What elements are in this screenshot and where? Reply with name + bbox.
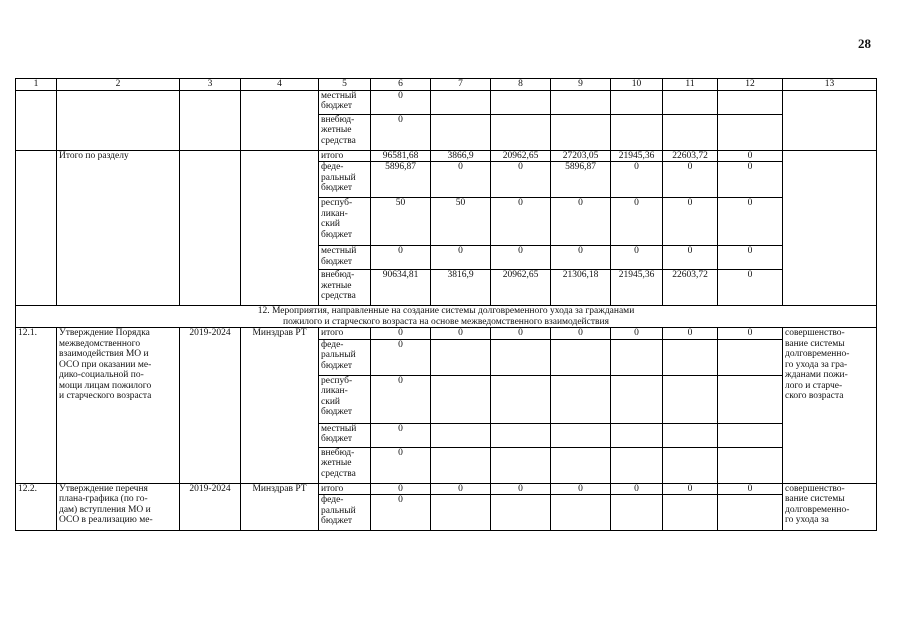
col-header-5: 5 <box>319 79 371 91</box>
amount-cell: 0 <box>431 246 491 270</box>
amount-cell <box>551 375 611 423</box>
amount-cell: 0 <box>663 198 718 246</box>
funding-source: итого <box>319 328 371 340</box>
amount-cell: 96581,68 <box>371 150 431 162</box>
col-header-7: 7 <box>431 79 491 91</box>
amount-cell: 0 <box>663 483 718 495</box>
amount-cell: 0 <box>371 90 431 114</box>
amount-cell: 0 <box>663 246 718 270</box>
amount-cell: 0 <box>371 495 431 531</box>
col-header-13: 13 <box>783 79 877 91</box>
amount-cell: 50 <box>431 198 491 246</box>
amount-cell: 0 <box>491 483 551 495</box>
col-header-9: 9 <box>551 79 611 91</box>
amount-cell: 0 <box>663 328 718 340</box>
amount-cell: 0 <box>611 328 663 340</box>
amount-cell <box>551 90 611 114</box>
amount-cell <box>611 375 663 423</box>
amount-cell <box>663 339 718 375</box>
column-number-row <box>16 79 877 91</box>
section-total-row <box>16 150 877 162</box>
measure-number: 12.1. <box>16 328 57 484</box>
measure-number: 12.2. <box>16 483 57 531</box>
amount-cell <box>663 495 718 531</box>
amount-cell: 0 <box>491 328 551 340</box>
amount-cell: 0 <box>551 328 611 340</box>
amount-cell: 0 <box>611 483 663 495</box>
section-heading-row <box>16 306 877 328</box>
amount-cell <box>718 495 783 531</box>
cont-col-1 <box>16 90 57 150</box>
funding-source: итого <box>319 150 371 162</box>
expected-result: совершенство- вание системы долговременно- го ухода за <box>783 483 877 531</box>
amount-cell: 0 <box>718 198 783 246</box>
amount-cell: 0 <box>718 162 783 198</box>
funding-source: феде- ральный бюджет <box>319 162 371 198</box>
col-header-2: 2 <box>57 79 180 91</box>
funding-source: местный бюджет <box>319 246 371 270</box>
cont-col-13 <box>783 90 877 150</box>
amount-cell: 21945,36 <box>611 150 663 162</box>
amount-cell: 0 <box>718 328 783 340</box>
col-header-4: 4 <box>241 79 319 91</box>
funding-source: итого <box>319 483 371 495</box>
amount-cell <box>663 423 718 447</box>
cont-col-2 <box>57 90 180 150</box>
col-header-6: 6 <box>371 79 431 91</box>
amount-cell: 0 <box>491 162 551 198</box>
amount-cell <box>491 90 551 114</box>
measure-period: 2019-2024 <box>180 328 241 484</box>
amount-cell: 0 <box>551 483 611 495</box>
amount-cell <box>663 447 718 483</box>
amount-cell <box>611 423 663 447</box>
amount-cell <box>491 423 551 447</box>
amount-cell: 0 <box>551 246 611 270</box>
col-header-1: 1 <box>16 79 57 91</box>
col-header-12: 12 <box>718 79 783 91</box>
amount-cell <box>491 114 551 150</box>
amount-cell <box>431 90 491 114</box>
measure-name: Утверждение перечня плана-графика (по го- дам) вступления МО и ОСО в реализацию ме- <box>57 483 180 531</box>
continuation-row <box>16 90 877 114</box>
funding-source: респуб- ликан- ский бюджет <box>319 375 371 423</box>
amount-cell <box>431 114 491 150</box>
amount-cell: 90634,81 <box>371 270 431 306</box>
amount-cell: 0 <box>371 423 431 447</box>
funding-source: местный бюджет <box>319 90 371 114</box>
amount-cell <box>611 114 663 150</box>
amount-cell: 0 <box>371 114 431 150</box>
amount-cell <box>491 339 551 375</box>
col-header-8: 8 <box>491 79 551 91</box>
amount-cell <box>551 423 611 447</box>
funding-source: местный бюджет <box>319 423 371 447</box>
amount-cell: 22603,72 <box>663 150 718 162</box>
amount-cell: 22603,72 <box>663 270 718 306</box>
amount-cell: 3816,9 <box>431 270 491 306</box>
amount-cell: 0 <box>663 162 718 198</box>
amount-cell: 0 <box>371 339 431 375</box>
amount-cell <box>611 495 663 531</box>
amount-cell <box>663 375 718 423</box>
funding-source: феде- ральный бюджет <box>319 495 371 531</box>
amount-cell <box>718 90 783 114</box>
amount-cell: 5896,87 <box>551 162 611 198</box>
amount-cell <box>611 339 663 375</box>
amount-cell <box>718 114 783 150</box>
amount-cell: 0 <box>718 483 783 495</box>
amount-cell <box>663 90 718 114</box>
section-12-title: 12. Мероприятия, направленные на создание системы долговременного ухода за гражданами пожилого и старческого возраста на основе межведомственного взаимодействия <box>16 306 877 328</box>
cont-col-4 <box>241 90 319 150</box>
amount-cell: 0 <box>431 483 491 495</box>
amount-cell <box>718 375 783 423</box>
amount-cell: 0 <box>431 328 491 340</box>
amount-cell: 0 <box>431 162 491 198</box>
amount-cell: 5896,87 <box>371 162 431 198</box>
amount-cell: 3866,9 <box>431 150 491 162</box>
amount-cell: 0 <box>371 246 431 270</box>
col-header-10: 10 <box>611 79 663 91</box>
amount-cell <box>551 114 611 150</box>
funding-source: внебюд- жетные средства <box>319 447 371 483</box>
amount-cell: 50 <box>371 198 431 246</box>
amount-cell: 20962,65 <box>491 150 551 162</box>
amount-cell: 27203,05 <box>551 150 611 162</box>
amount-cell <box>491 495 551 531</box>
amount-cell: 0 <box>611 246 663 270</box>
budget-table <box>15 78 877 531</box>
amount-cell: 0 <box>611 198 663 246</box>
amount-cell <box>551 447 611 483</box>
funding-source: внебюд- жетные средства <box>319 270 371 306</box>
amount-cell <box>611 90 663 114</box>
amount-cell: 21306,18 <box>551 270 611 306</box>
measure-executor: Минздрав РТ <box>241 328 319 484</box>
amount-cell <box>611 447 663 483</box>
total-period <box>180 150 241 306</box>
amount-cell <box>431 495 491 531</box>
measure-row <box>16 483 877 495</box>
amount-cell: 0 <box>551 198 611 246</box>
amount-cell <box>551 495 611 531</box>
amount-cell <box>431 339 491 375</box>
section-total-label: Итого по разделу <box>57 150 180 306</box>
total-result <box>783 150 877 306</box>
col-header-3: 3 <box>180 79 241 91</box>
cont-col-3 <box>180 90 241 150</box>
amount-cell: 0 <box>371 483 431 495</box>
expected-result: совершенство- вание системы долговременно- го ухода за гра- жданами пожи- лого и старче- ского возраста <box>783 328 877 484</box>
measure-executor: Минздрав РТ <box>241 483 319 531</box>
amount-cell: 21945,36 <box>611 270 663 306</box>
amount-cell <box>551 339 611 375</box>
amount-cell <box>431 447 491 483</box>
funding-source: респуб- ликан- ский бюджет <box>319 198 371 246</box>
amount-cell: 0 <box>611 162 663 198</box>
page-number: 28 <box>858 36 871 51</box>
funding-source: феде- ральный бюджет <box>319 339 371 375</box>
amount-cell: 0 <box>371 328 431 340</box>
amount-cell <box>431 375 491 423</box>
amount-cell: 0 <box>491 198 551 246</box>
amount-cell <box>718 447 783 483</box>
measure-name: Утверждение Порядка межведомственного взаимодействия МО и ОСО при оказании ме- дико-социальной по- мощи лицам пожилого и старческого возраста <box>57 328 180 484</box>
amount-cell: 0 <box>491 246 551 270</box>
measure-period: 2019-2024 <box>180 483 241 531</box>
amount-cell: 0 <box>718 150 783 162</box>
col-header-11: 11 <box>663 79 718 91</box>
amount-cell: 0 <box>718 246 783 270</box>
amount-cell <box>663 114 718 150</box>
funding-source: внебюд- жетные средства <box>319 114 371 150</box>
amount-cell <box>718 339 783 375</box>
amount-cell <box>431 423 491 447</box>
total-num <box>16 150 57 306</box>
amount-cell <box>491 375 551 423</box>
amount-cell: 0 <box>371 375 431 423</box>
amount-cell: 0 <box>718 270 783 306</box>
amount-cell: 0 <box>371 447 431 483</box>
amount-cell: 20962,65 <box>491 270 551 306</box>
total-executor <box>241 150 319 306</box>
amount-cell <box>491 447 551 483</box>
amount-cell <box>718 423 783 447</box>
measure-row <box>16 328 877 340</box>
